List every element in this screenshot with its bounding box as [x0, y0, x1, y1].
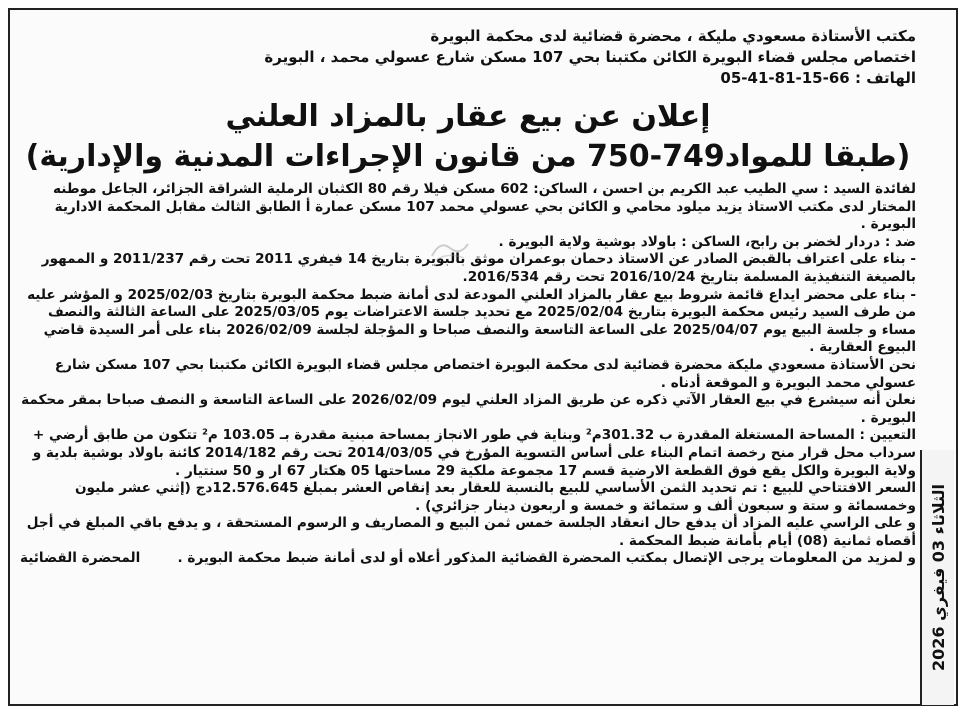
title-deed-paragraph: - بناء على اعتراف بالقبض الصادر عن الاستاذ دحمان بوعمران موثق بالبويرة بتاريخ 14 فيفري 2011 تحت رقم 2011/237 و الممهور بالصيغة التنفيذية المسلمة بتاريخ 2016/10/24 تحت رقم 2016/534. [41, 251, 916, 285]
contact-paragraph: و لمزيد من المعلومات يرجى الإتصال بمكتب المحضرة القضائية المذكور أعلاه أو لدى أمانة ضبط محكمة البويرة . [177, 550, 916, 567]
phone-number: 66-15-81-41-05 [720, 69, 850, 87]
debtor-paragraph: ضد : دردار لخضر بن رابح، الساكن : باولاد بوشية ولاية البويرة . [498, 233, 916, 250]
conditions-paragraph: - بناء على محضر ايداع قائمة شروط بيع عقار بالمزاد العلني المودعة لدى أمانة ضبط محكمة البويرة بتاريخ 2025/02/03 و المؤشر عليه من طرف السيد رئيس محكمة البويرة بتاريخ 2025/02/04 مع تحديد جلسة الاعتراضات يوم 2025/03/05 على الساعة الثالثة والنصف مساء و جلسة البيع يوم 2025/04/07 على الساعة التاسعة والنصف صباحا و المؤجلة لجلسة 2026/02/09 بناء على أمر السيدة قاضي البيوع العقارية . [27, 286, 916, 356]
signature: المحضرة القضائية [20, 550, 141, 567]
bailiff-paragraph: نحن الأستاذة مسعودي مليكة محضرة قضائية لدى محكمة البويرة اختصاص مجلس قضاء البويرة الكائن مكتبنا بحي 107 مسكن شارع عسولي محمد البويرة و الموقعة أدناه . [54, 356, 916, 391]
notice-content [20, 26, 916, 568]
creditor-paragraph: لفائدة السيد : سي الطيب عبد الكريم بن احسن ، الساكن: 602 مسكن فيلا رقم 80 الكثبان الرملية الشراقة الجزائر، الجاعل موطنه المختار لدى مكتب الاستاذ يزيد ميلود محامي و الكائن بحي عسولي محمد 107 مسكن عمارة أ الطابق الثالث مقابل المحكمة الادارية البويرة . [53, 181, 916, 233]
payment-terms-paragraph: و على الراسي عليه المزاد أن يدفع حال انعقاد الجلسة خمس ثمن البيع و المصاريف و الرسوم المستحقة ، و يدفع باقي المبلغ في أجل أقصاه ثمانية (08) أيام بأمانة ضبط المحكمة . [26, 515, 916, 549]
faded-stamp-mark [428, 236, 472, 264]
notice-subtitle: (طبقا للمواد749-750 من قانون الإجراءات المدنية والإدارية) [25, 139, 911, 174]
publication-date: الثلاثاء 03 فيفري 2026 [928, 483, 948, 672]
office-name: مكتب الأستاذة مسعودي مليكة ، محضرة قضائية لدى محكمة البويرة [430, 27, 916, 45]
phone-label: الهاتف : [854, 69, 916, 87]
notice-title: إعلان عن بيع عقار بالمزاد العلني [225, 99, 711, 134]
property-description-paragraph: التعيين : المساحة المستغلة المقدرة ب 301.32م² وبناية في طور الانجاز بمساحة مبنية مقدرة بـ 103.05 م² تتكون من طابق أرضي + سرداب محل قرار منح رخصة اتمام البناء على أساس التسوية المؤرخ في 2014/03/05 تحت رقم 2014/182 كائنة باولاد بوشية بلدية و ولاية البويرة والكل يقع فوق القطعة الارضية قسم 17 مجموعة ملكية 29 مساحتها 05 هكتار 67 ار و 50 سنتيار . [32, 427, 916, 479]
auction-date-paragraph: نعلن أنه سيشرع في بيع العقار الآتي ذكره عن طريق المزاد العلني ليوم 2026/02/09 على الساعة التاسعة و النصف صباحا بمقر محكمة البويرة . [21, 392, 916, 426]
date-sidebar [920, 450, 954, 705]
notice-page [8, 8, 958, 706]
closing-row [20, 550, 916, 568]
office-address: اختصاص مجلس قضاء البويرة الكائن مكتبنا بحي 107 مسكن شارع عسولي محمد ، البويرة [264, 48, 916, 66]
opening-price-paragraph: السعر الافتتاحي للبيع : تم تحديد الثمن الأساسي للبيع بالنسبة للعقار بعد إنقاص العشر بمبلغ 12.576.645دج (إثني عشر مليون وخمسمائة و ستة و سبعون ألف و ستمائة و خمسة و اربعون دينار جزائري) . [74, 480, 916, 514]
office-phone [20, 68, 916, 89]
